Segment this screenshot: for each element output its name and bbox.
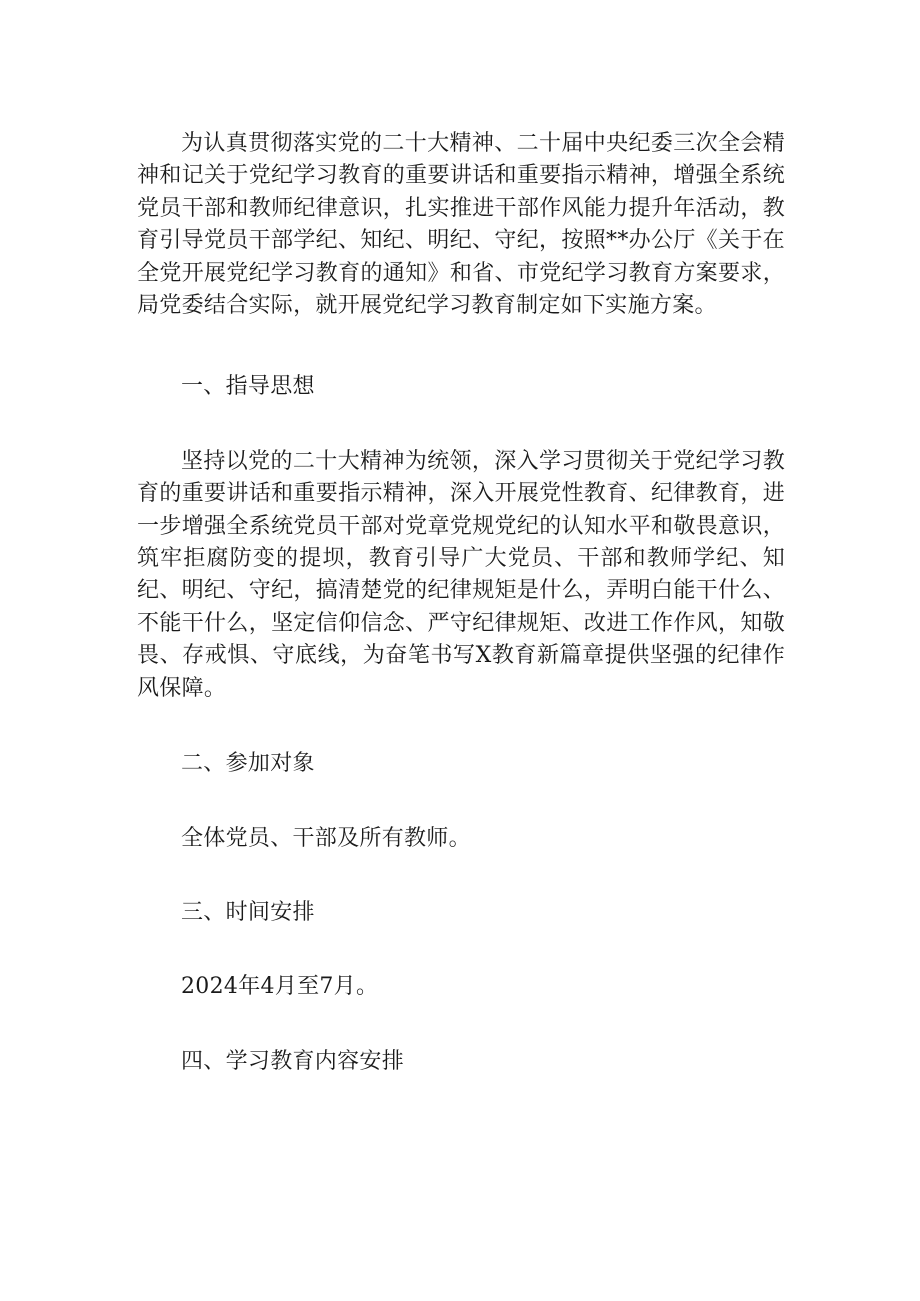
document-body	[137, 128, 785, 1078]
section-heading-participants: 二、参加对象	[181, 751, 315, 777]
section-body-guiding-ideology: 坚持以党的二十大精神为统领，深入学习贯彻关于党纪学习教育的重要讲话和重要指示精神，深入开展党性教育、纪律教育，进一步增强全系统党员干部对党章党规党纪的认知水平和敬畏意识，筑牢拒腐防变的提坝，教育引导广大党员、干部和教师学纪、知纪、明纪、守纪，搞清楚党的纪律规矩是什么，弄明白能干什么、不能干什么，坚定信仰信念、严守纪律规矩、改进工作作风，知敬畏、存戒惧、守底线，为奋笔书写X教育新篇章提供坚强的纪律作风保障。	[137, 448, 785, 701]
section-body-schedule: 2024年4月至7月。	[181, 974, 379, 1000]
section-heading-schedule: 三、时间安排	[181, 899, 315, 925]
section-heading-guiding-ideology: 一、指导思想	[181, 374, 315, 400]
section-body-participants: 全体党员、干部及所有教师。	[181, 825, 471, 851]
section-heading-study-content: 四、学习教育内容安排	[181, 1048, 405, 1074]
intro-paragraph: 为认真贯彻落实党的二十大精神、二十届中央纪委三次全会精神和记关于党纪学习教育的重要讲话和重要指示精神，增强全系统党员干部和教师纪律意识，扎实推进干部作风能力提升年活动，教育引导党员干部学纪、知纪、明纪、守纪，按照**办公厅《关于在全党开展党纪学习教育的通知》和省、市党纪学习教育方案要求，局党委结合实际，就开展党纪学习教育制定如下实施方案。	[137, 131, 785, 319]
